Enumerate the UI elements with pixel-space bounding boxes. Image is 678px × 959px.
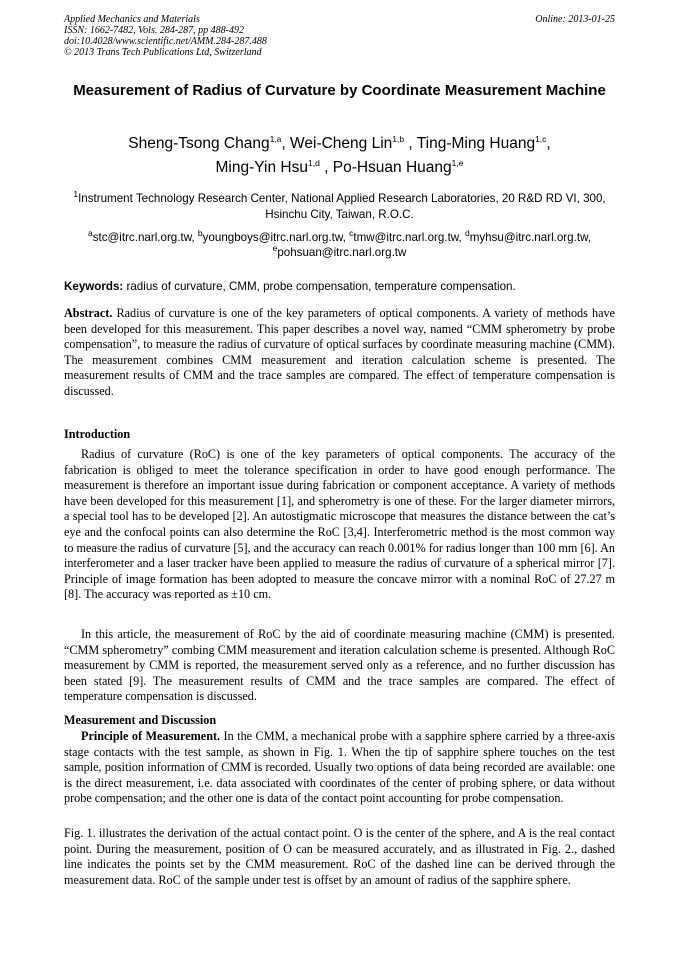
author-separator: , <box>546 135 551 152</box>
paper-title: Measurement of Radius of Curvature by Coordinate Measurement Machine <box>73 82 606 99</box>
author-affil-sup: 1,b <box>392 133 405 144</box>
email-sup: d <box>464 228 470 239</box>
email-sup: c <box>349 228 354 239</box>
email-address[interactable]: youngboys@itrc.narl.org.tw <box>202 231 343 244</box>
abstract <box>64 306 615 400</box>
journal-issn: ISSN: 1662-7482, Vols. 284-287, pp 488-492 <box>64 25 244 36</box>
online-date: Online: 2013-01-25 <box>535 14 615 25</box>
subsection-label: Principle of Measurement. <box>81 729 221 743</box>
email-address[interactable]: stc@itrc.narl.org.tw <box>92 231 192 244</box>
affiliation-text: Instrument Technology Research Center, National Applied Research Laboratories, 20 R&D RD VI, 300, Hsinchu City, Taiwan, R.O.C. <box>78 192 606 221</box>
measurement-paragraph-1-text: In the CMM, a mechanical probe with a sapphire sphere carried by a three-axis stage contacts with the test sample, as shown in Fig. 1. When the tip of sapphire sphere touches on the test sample, position information of CMM is recorded. Usually two options of data being recorded are available: one is the direct measurement, i.e. data associated with coordinates of the center of probing sphere, or data without probe compensation; and the other one is data of the contact point accounting for probe compensation. <box>64 729 615 806</box>
email-sup: b <box>197 228 203 239</box>
journal-header <box>64 14 484 58</box>
email-list <box>64 230 615 260</box>
email-address[interactable]: myhsu@itrc.narl.org.tw, <box>469 231 592 244</box>
introduction-paragraph-2: In this article, the measurement of RoC by the aid of coordinate measuring machine (CMM) is presented. “CMM spherometry” combing CMM measurement and iteration calculation scheme is presented. Although RoC measurement by CMM is reported, the measurement served only as a reference, and no further discussion has been stated [9]. The measurement results of CMM and the trace samples are compared. The effect of temperature compensation is discussed. <box>64 627 615 704</box>
journal-doi: doi:10.4028/www.scientific.net/AMM.284-287.488 <box>64 36 267 47</box>
author-affil-sup: 1,e <box>451 157 464 168</box>
abstract-text: Radius of curvature is one of the key parameters of optical components. A variety of methods have been developed for this measurement. This paper describes a novel way, named “CMM spherometry by probe compensation”, to measure the radius of curvature of optical surfaces by coordinate measuring machine (CMM). The measurement combines CMM measurement and iteration calculation scheme is presented. The measurement results of CMM and the trace samples are compared. The effect of temperature compensation is discussed. <box>64 306 615 398</box>
section-heading-introduction: Introduction <box>64 427 131 441</box>
email-separator: , <box>342 231 350 244</box>
author-name: Ming-Yin Hsu <box>215 159 308 176</box>
author-affil-sup: 1,c <box>535 133 547 144</box>
author-name: Ting-Ming Huang <box>416 135 536 152</box>
email-separator: , <box>191 231 198 244</box>
email-address[interactable]: tmw@itrc.narl.org.tw <box>353 231 459 244</box>
author-separator: , <box>281 135 291 152</box>
author-name: Wei-Cheng Lin <box>290 135 393 152</box>
measurement-paragraph-1 <box>64 729 615 807</box>
section-heading-measurement: Measurement and Discussion <box>64 713 217 727</box>
email-sup: e <box>272 243 278 254</box>
author-name: Sheng-Tsong Chang <box>128 135 270 152</box>
keywords-label: Keywords: <box>64 280 124 293</box>
journal-copyright: © 2013 Trans Tech Publications Ltd, Switzerland <box>64 47 262 58</box>
affiliation-sup: 1 <box>73 189 79 200</box>
author-list <box>64 132 615 180</box>
affiliation <box>64 191 615 223</box>
author-affil-sup: 1,a <box>269 133 282 144</box>
measurement-paragraph-2: Fig. 1. illustrates the derivation of the actual contact point. O is the center of the sphere, and A is the real contact point. During the measurement, position of O can be measured accurately, and as illustrated in Fig. 2., dashed line indicates the points set by the CMM measurement. RoC of the dashed line can be derived through the measurement data. RoC of the sample under test is offset by an amount of radius of the sapphire sphere. <box>64 826 615 887</box>
author-separator: , <box>404 135 417 152</box>
author-separator: , <box>319 159 333 176</box>
author-affil-sup: 1,d <box>307 157 320 168</box>
journal-name: Applied Mechanics and Materials <box>64 14 200 25</box>
introduction-paragraph-1: Radius of curvature (RoC) is one of the key parameters of optical components. The accuracy of the fabrication is obliged to meet the tolerance specification in order to have good enough performance. The measurement is therefore an important issue during fabrication or component acceptance. A variety of methods have been developed for this measurement [1], and spherometry is one of these. For the larger diameter mirrors, a special tool has to be developed [2]. An autostigmatic microscope that measures the distance between the cat’s eye and the confocal points can also determine the RoC [3,4]. Interferometric method is the most common way to measure the radius of curvature [5], and the accuracy can reach 0.001% for radius longer than 100 mm [6]. An interferometer and a laser tracker have been applied to measure the radius of curvature of a spherical mirror [7]. Principle of image formation has been adopted to measure the concave mirror with a nominal RoC of 27.27 m [8]. The accuracy was reported as ±10 cm. <box>64 447 615 602</box>
email-sup: a <box>87 228 93 239</box>
email-separator: , <box>458 231 465 244</box>
keywords <box>64 279 615 294</box>
author-name: Po-Hsuan Huang <box>332 159 452 176</box>
email-address[interactable]: pohsuan@itrc.narl.org.tw <box>277 246 407 259</box>
keywords-text: radius of curvature, CMM, probe compensation, temperature compensation. <box>123 280 516 293</box>
abstract-label: Abstract. <box>64 306 113 320</box>
